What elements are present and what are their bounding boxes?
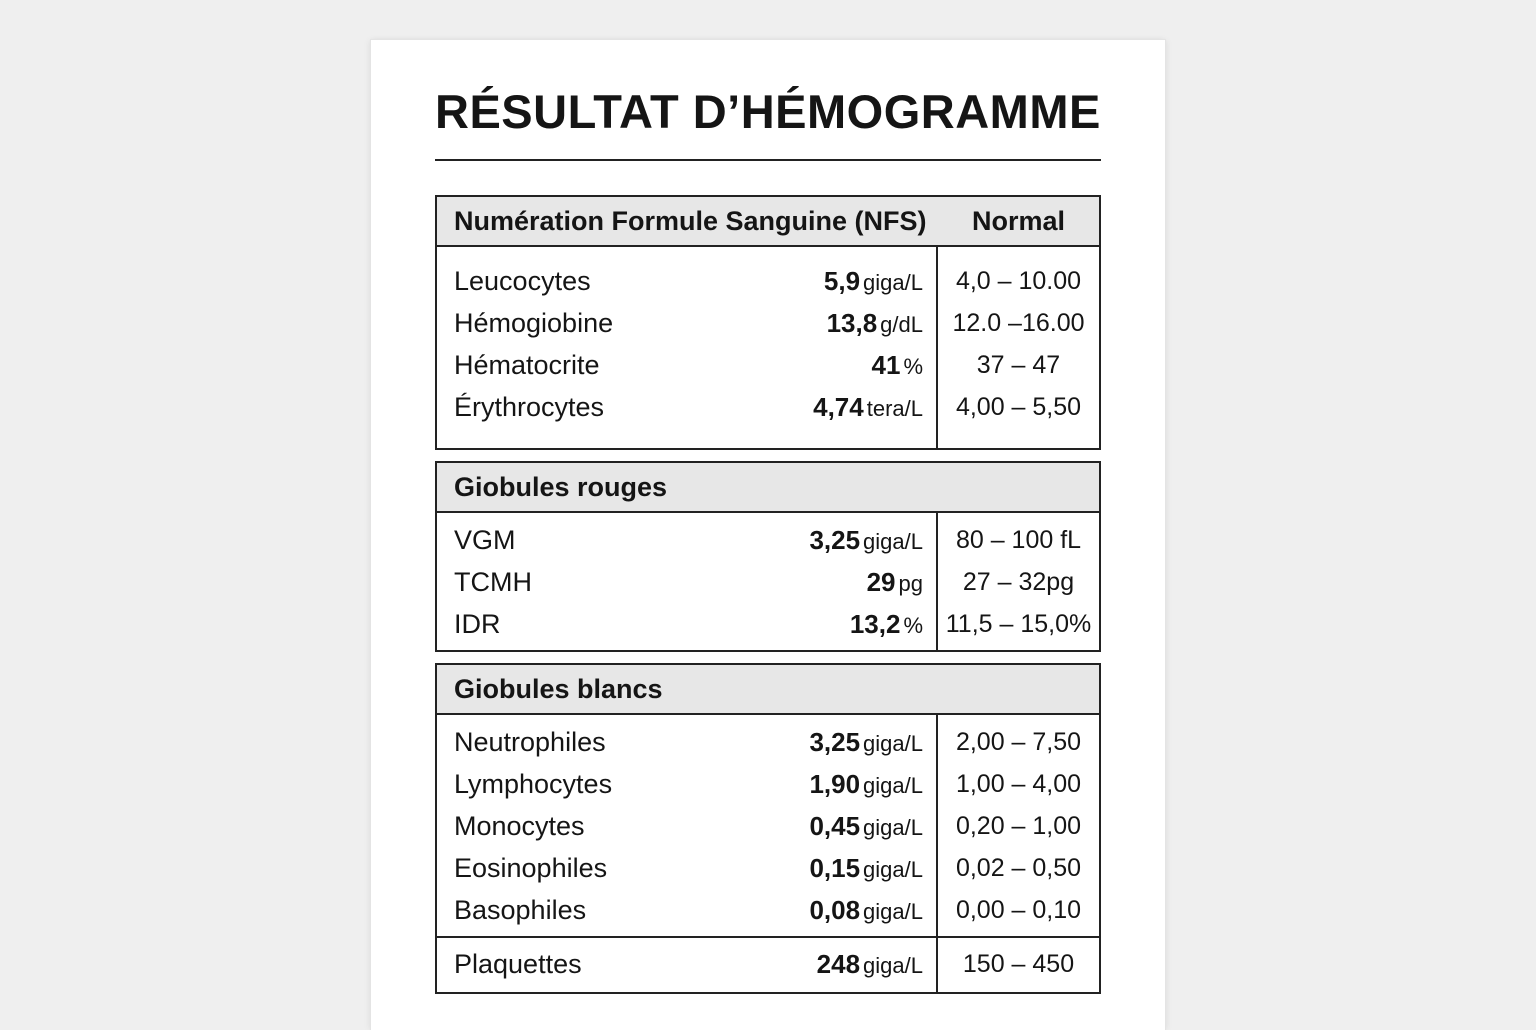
table-row-vgm — [437, 519, 1099, 561]
row-name: Basophiles — [454, 895, 587, 925]
table-row-plaquettes — [437, 943, 1099, 985]
table-row-leucocytes — [437, 260, 1099, 302]
section-header-label: Giobules blancs — [454, 674, 663, 704]
section-header-label: Giobules rouges — [454, 472, 668, 502]
row-value — [813, 386, 923, 433]
row-name: Eosinophiles — [454, 853, 608, 883]
row-value — [809, 763, 923, 810]
reference-range: 27 – 32pg — [962, 568, 1075, 596]
report-sheet — [371, 40, 1165, 1030]
table-row-idr — [437, 603, 1099, 645]
result-unit: giga/L — [863, 270, 923, 295]
row-value — [872, 344, 923, 391]
result-unit: % — [903, 613, 923, 638]
reference-range: 4,00 – 5,50 — [955, 393, 1082, 421]
result-number: 0,15 — [809, 853, 861, 883]
title-underline — [435, 159, 1101, 161]
report-title: RÉSULTAT D’HÉMOGRAMME — [435, 85, 1101, 138]
table-row-erythrocytes — [437, 386, 1099, 428]
result-unit: g/dL — [880, 312, 923, 337]
result-unit: giga/L — [863, 529, 923, 554]
result-unit: tera/L — [866, 396, 923, 421]
row-name: Érythrocytes — [454, 392, 605, 422]
table-row-tcmh — [437, 561, 1099, 603]
table-row-neutrophiles — [437, 721, 1099, 763]
result-unit: giga/L — [863, 773, 923, 798]
reference-range: 0,20 – 1,00 — [955, 812, 1082, 840]
nfs-header — [437, 197, 1099, 247]
row-name: Monocytes — [454, 811, 585, 841]
normal-column-label: Normal — [971, 206, 1066, 236]
row-name: Leucocytes — [454, 266, 591, 296]
row-value — [827, 302, 923, 349]
reference-range: 0,02 – 0,50 — [955, 854, 1082, 882]
table-row-hemoglobine — [437, 302, 1099, 344]
result-number: 13,2 — [849, 609, 901, 639]
row-name: Hémogiobine — [454, 308, 614, 338]
row-name: Lymphocytes — [454, 769, 613, 799]
reference-range: 1,00 – 4,00 — [955, 770, 1082, 798]
result-number: 0,45 — [809, 811, 861, 841]
result-number: 3,25 — [809, 727, 861, 757]
globules-blancs-table — [435, 663, 1101, 994]
row-value — [809, 889, 923, 936]
table-row-hematocrite — [437, 344, 1099, 386]
row-name: Hématocrite — [454, 350, 600, 380]
result-number: 248 — [816, 949, 861, 979]
row-value — [809, 721, 923, 768]
globules-rouges-table — [435, 461, 1101, 652]
reference-range: 0,00 – 0,10 — [955, 896, 1082, 924]
globules-rouges-header — [437, 463, 1099, 513]
row-name: Neutrophiles — [454, 727, 606, 757]
row-name: VGM — [454, 525, 516, 555]
row-value — [850, 603, 923, 650]
table-row-monocytes — [437, 805, 1099, 847]
result-unit: giga/L — [863, 899, 923, 924]
reference-range: 37 – 47 — [976, 351, 1061, 379]
table-row-basophiles — [437, 889, 1099, 931]
result-number: 1,90 — [809, 769, 861, 799]
row-value — [809, 805, 923, 852]
result-number: 13,8 — [826, 308, 878, 338]
reference-range: 12.0 –16.00 — [952, 309, 1085, 337]
result-unit: giga/L — [863, 953, 923, 978]
result-unit: % — [903, 354, 923, 379]
reference-range: 150 – 450 — [962, 950, 1075, 978]
nfs-header-label: Numération Formule Sanguine (NFS) — [454, 206, 927, 236]
result-number: 4,74 — [813, 392, 864, 422]
result-number: 0,08 — [809, 895, 861, 925]
result-unit: giga/L — [863, 731, 923, 756]
result-unit: pg — [898, 571, 923, 596]
result-number: 41 — [871, 350, 901, 380]
reference-range: 4,0 – 10.00 — [955, 267, 1082, 295]
row-value — [809, 519, 923, 566]
result-number: 3,25 — [809, 525, 861, 555]
row-value — [809, 847, 923, 894]
result-number: 29 — [866, 567, 896, 597]
row-value — [824, 260, 923, 307]
row-name: Plaquettes — [454, 949, 582, 979]
reference-range: 2,00 – 7,50 — [955, 728, 1082, 756]
row-name: TCMH — [454, 567, 532, 597]
row-value — [817, 943, 923, 990]
reference-range: 11,5 – 15,0% — [945, 610, 1092, 638]
result-number: 5,9 — [823, 266, 861, 296]
reference-range: 80 – 100 fL — [955, 526, 1082, 554]
table-row-lymphocytes — [437, 763, 1099, 805]
nfs-table — [435, 195, 1101, 450]
result-unit: giga/L — [863, 857, 923, 882]
globules-blancs-header — [437, 665, 1099, 715]
row-name: IDR — [454, 609, 501, 639]
result-unit: giga/L — [863, 815, 923, 840]
row-value — [867, 561, 923, 608]
table-row-eosinophiles — [437, 847, 1099, 889]
